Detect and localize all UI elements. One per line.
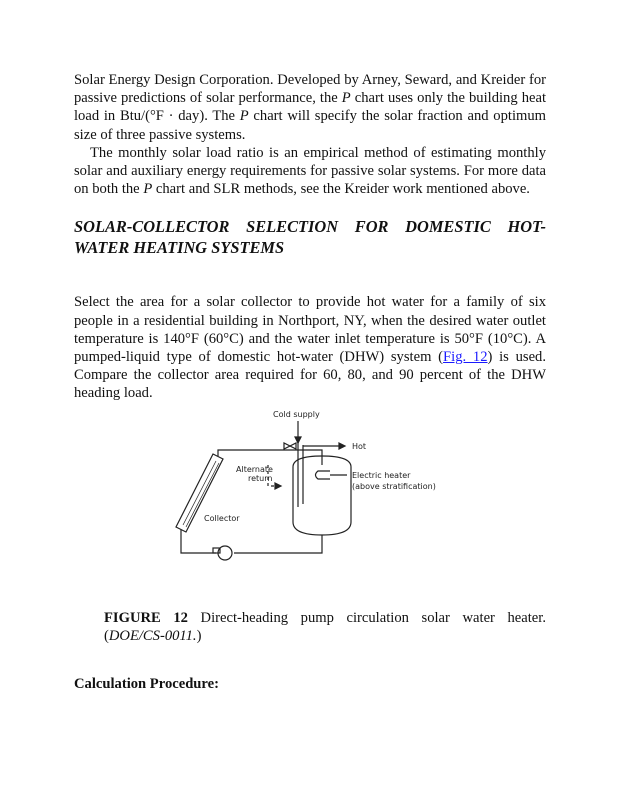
storage-tank — [293, 456, 351, 535]
label-electric-heater: Electric heater — [352, 470, 411, 480]
label-return: return — [248, 473, 273, 483]
water-heater-diagram — [172, 409, 452, 591]
pump-pipe — [234, 535, 322, 553]
cold-supply-arrow — [295, 437, 301, 443]
paragraph-solar-load-ratio: The monthly solar load ratio is an empirical method of estimating monthly solar and auxiliary energy requirements for passive solar systems. For more data on both the P chart and SLR methods, see the Kreider work mentioned above. — [74, 144, 546, 198]
label-above-stratification: (above stratification) — [352, 481, 436, 491]
calculation-procedure-heading: Calculation Procedure: — [74, 676, 219, 693]
hot-outlet-arrow — [339, 443, 345, 449]
valve-right — [290, 443, 296, 449]
figure-12-link[interactable]: Fig. 12 — [443, 349, 488, 366]
figure-caption: FIGURE 12 Direct-heading pump circulation solar water heater. (DOE/CS-0011.) — [104, 609, 546, 644]
label-alternate: Alternate — [236, 464, 273, 474]
label-collector: Collector — [204, 513, 240, 523]
caption-source: DOE/CS-0011. — [108, 627, 197, 644]
figure-12-diagram — [74, 409, 546, 591]
label-hot: Hot — [352, 441, 367, 451]
problem-statement: Select the area for a solar collector to provide hot water for a family of six people in a residential building in Northport, NY, when the desired water outlet temperature is 140°F (60°C) and the water inlet temperature is 50°F (10°C). A pumped-liquid type of domestic hot-water (DHW) system (Fig. 12) is used. Compare the collector area required for 60, 80, and 90 percent of the DHW heading load. — [74, 294, 546, 402]
collector-return-pipe — [181, 530, 216, 553]
caption-figure-number: FIGURE 12 — [104, 609, 188, 626]
section-heading: SOLAR-COLLECTOR SELECTION FOR DOMESTIC HOT-WATER HEATING SYSTEMS — [74, 217, 546, 258]
paragraph-passive-predictions: Solar Energy Design Corporation. Developed by Arney, Seward, and Kreider for passive predictions of solar performance, the P chart uses only the building heat load in Btu/(°F · day). The P chart will specify the solar fraction and optimum size of three passive systems. — [74, 72, 546, 143]
alternate-return-arrow — [275, 483, 281, 489]
label-cold-supply: Cold supply — [273, 409, 320, 419]
electric-heater-element — [316, 471, 331, 479]
document-page — [74, 71, 546, 693]
